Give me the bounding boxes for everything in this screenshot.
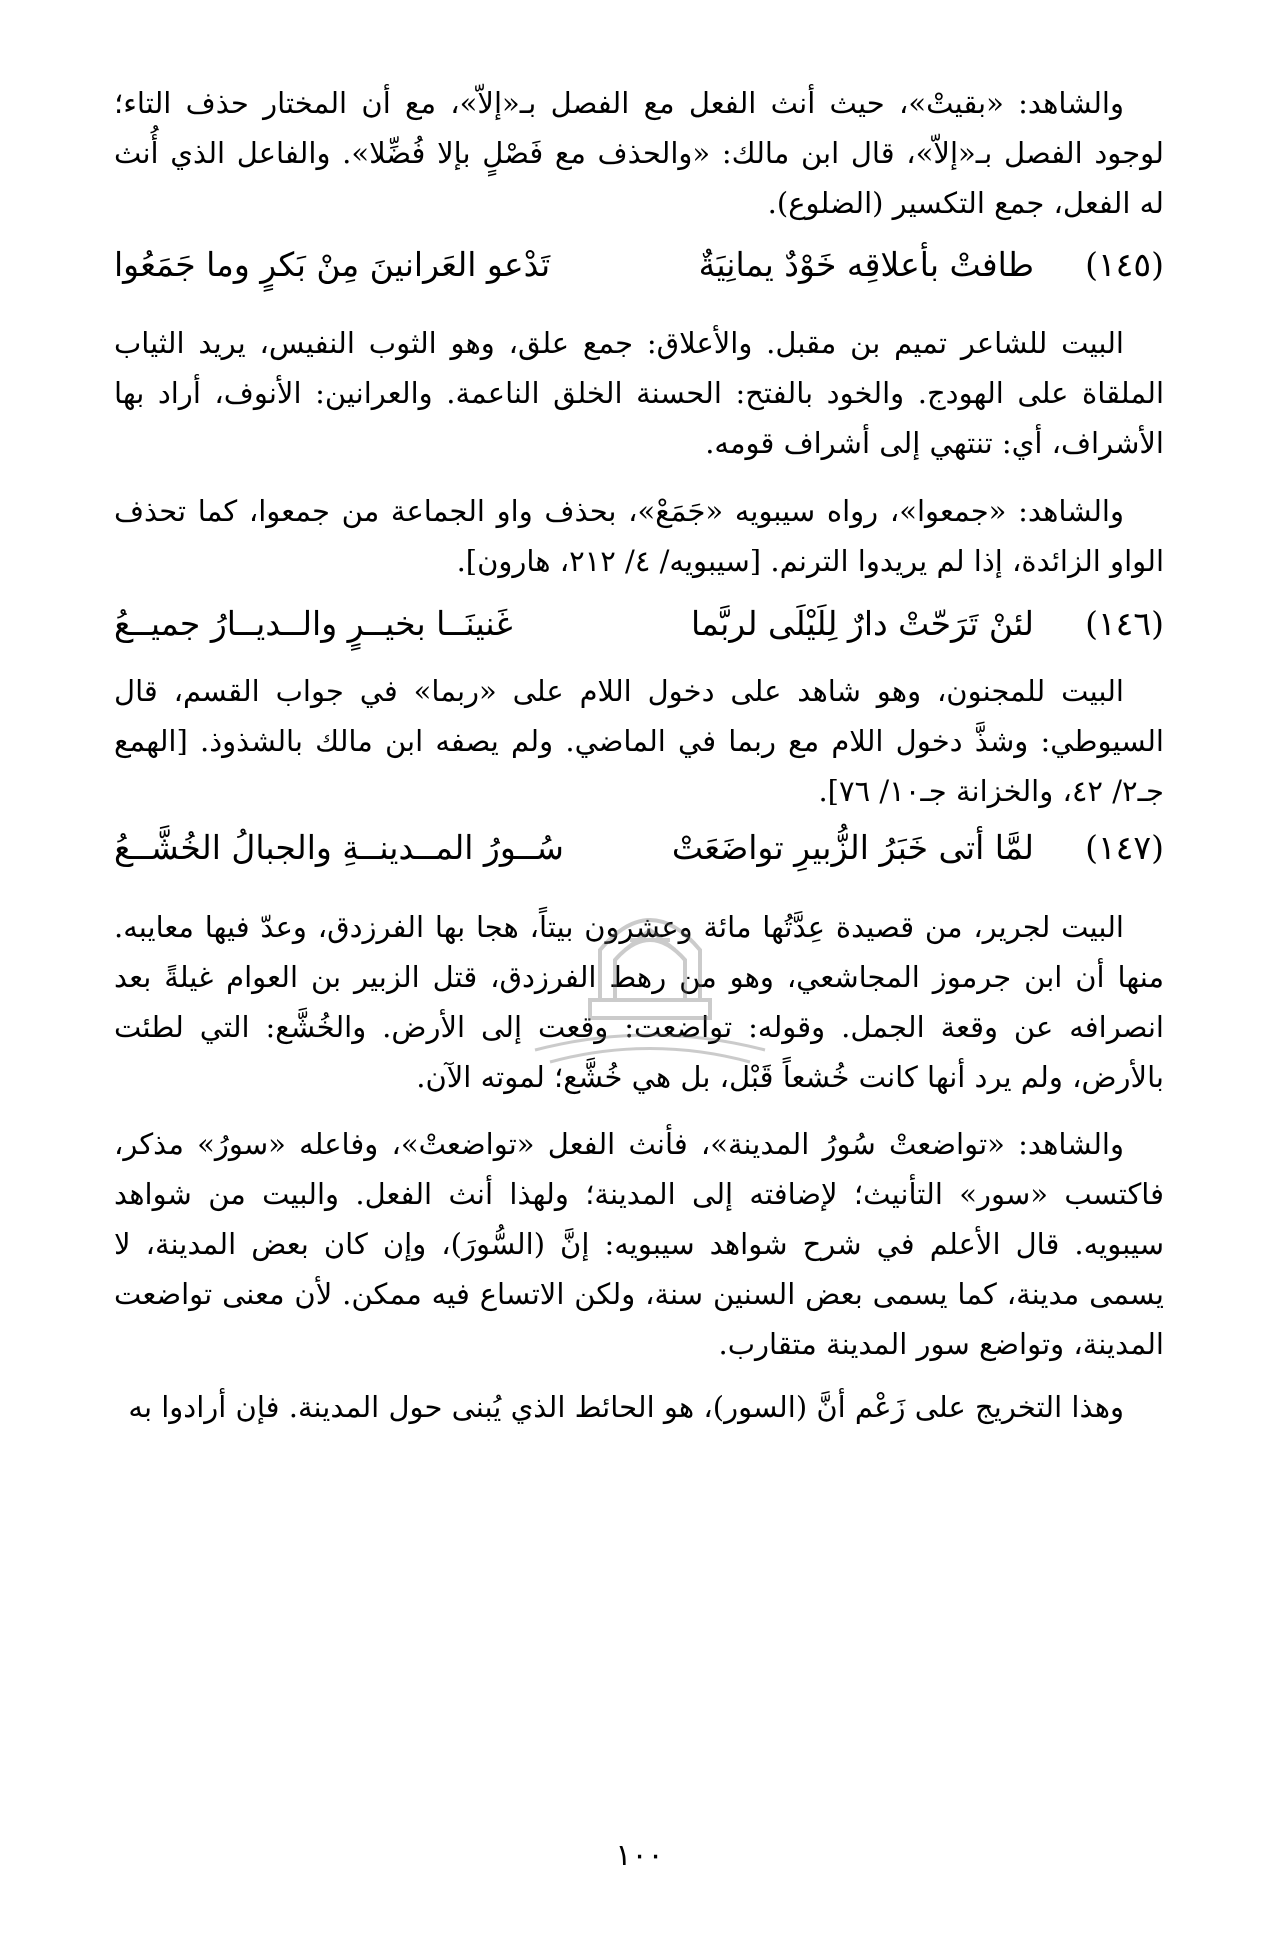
verse-145 [114, 237, 1164, 293]
verse-146 [114, 596, 1164, 652]
paragraph-verse-145-shahid: والشاهد: «جمعوا»، رواه سيبويه «جَمَعْ»، بحذف واو الجماعة من جمعوا، كما تحذف الواو الزائدة، إذا لم يريدوا الترنم. [سيبويه/ ٤/ ٢١٢، هارون]. [114, 494, 1164, 578]
verse-second-hemistich: غَنينَــا بخيــرٍ والــديــارُ جميــعُ [114, 604, 513, 643]
library-watermark-logo [530, 880, 770, 1080]
watermark-ribbon-icon [535, 1035, 765, 1062]
page-number: ١٠٠ [615, 1838, 664, 1873]
verse-number: (١٤٥) [1085, 245, 1164, 284]
verse-first-hemistich: طافتْ بأعلاقِه خَوْدٌ يمانِيَةٌ [698, 245, 1034, 284]
paragraph-shahid-baqiyat: والشاهد: «بقيتْ»، حيث أنث الفعل مع الفصل بـ«إلاّ»، مع أن المختار حذف التاء؛ لوجود الفصل بـ«إلاّ»، قال ابن مالك: «والحذف مع فَصْلٍ بإلا فُضِّلا». والفاعل الذي أُنث له الفعل، جمع التكسير (الضلوع). [114, 86, 1164, 220]
verse-second-hemistich: تَدْعو العَرانينَ مِنْ بَكرٍ وما جَمَعُوا [114, 245, 551, 284]
paragraph-verse-147-shahid: والشاهد: «تواضعتْ سُورُ المدينة»، فأنث الفعل «تواضعتْ»، وفاعله «سورُ» مذكر، فاكتسب «سور» التأنيث؛ لإضافته إلى المدينة؛ ولهذا أنث الفعل. والبيت من شواهد سيبويه. قال الأعلم في شرح شواهد سيبويه: إنَّ (السُّورَ)، وإن كان بعض المدينة، لا يسمى مدينة، كما يسمى بعض السنين سنة، ولكن الاتساع فيه ممكن. لأن معنى تواضعت المدينة، وتواضع سور المدينة متقارب. [114, 1127, 1164, 1361]
paragraph-verse-145-explanation: البيت للشاعر تميم بن مقبل. والأعلاق: جمع علق، وهو الثوب النفيس، يريد الثياب الملقاة على الهودج. والخود بالفتح: الحسنة الخلق الناعمة. والعرانين: الأنوف، أراد بها الأشراف، أي: تنتهي إلى أشراف قومه. [114, 326, 1164, 460]
paragraph-verse-146-explanation: البيت للمجنون، وهو شاهد على دخول اللام على «ربما» في جواب القسم، قال السيوطي: وشذَّ دخول اللام مع ربما في الماضي. ولم يصفه ابن مالك بالشذوذ. [الهمع جـ٢/ ٤٢، والخزانة جـ١٠/ ٧٦]. [114, 674, 1164, 808]
verse-second-hemistich: سُــورُ المــدينــةِ والجبالُ الخُشَّــعُ [114, 828, 564, 867]
paragraph-verse-147-explanation: البيت لجرير، من قصيدة عِدَّتُها مائة وعشرون بيتاً، هجا بها الفرزدق، وعدّ فيها معايبه. منها أن ابن جرموز المجاشعي، وهو من رهط الفرزدق، قتل الزبير بن العوام غيلةً بعد انصرافه عن وقعة الجمل. وقوله: تواضعت: وقعت إلى الأرض. والخُشَّع: التي لطئت بالأرض، ولم يرد أنها كانت خُشعاً قَبْل، بل هي خُشَّع؛ لموته الآن. [114, 910, 1164, 1094]
verse-first-hemistich: لمَّا أتى خَبَرُ الزُّبيرِ تواضَعَتْ [671, 828, 1034, 867]
verse-number: (١٤٦) [1085, 604, 1164, 643]
verse-147 [114, 820, 1164, 876]
watermark-dome-icon [590, 920, 710, 1018]
verse-first-hemistich: لئنْ تَرَحّتْ دارٌ لِلَيْلَى لربَّما [690, 604, 1034, 643]
paragraph-takhrij: وهذا التخريج على زَعْم أنَّ (السور)، هو الحائط الذي يُبنى حول المدينة. فإن أرادوا به [128, 1390, 1124, 1424]
verse-number: (١٤٧) [1085, 828, 1164, 867]
